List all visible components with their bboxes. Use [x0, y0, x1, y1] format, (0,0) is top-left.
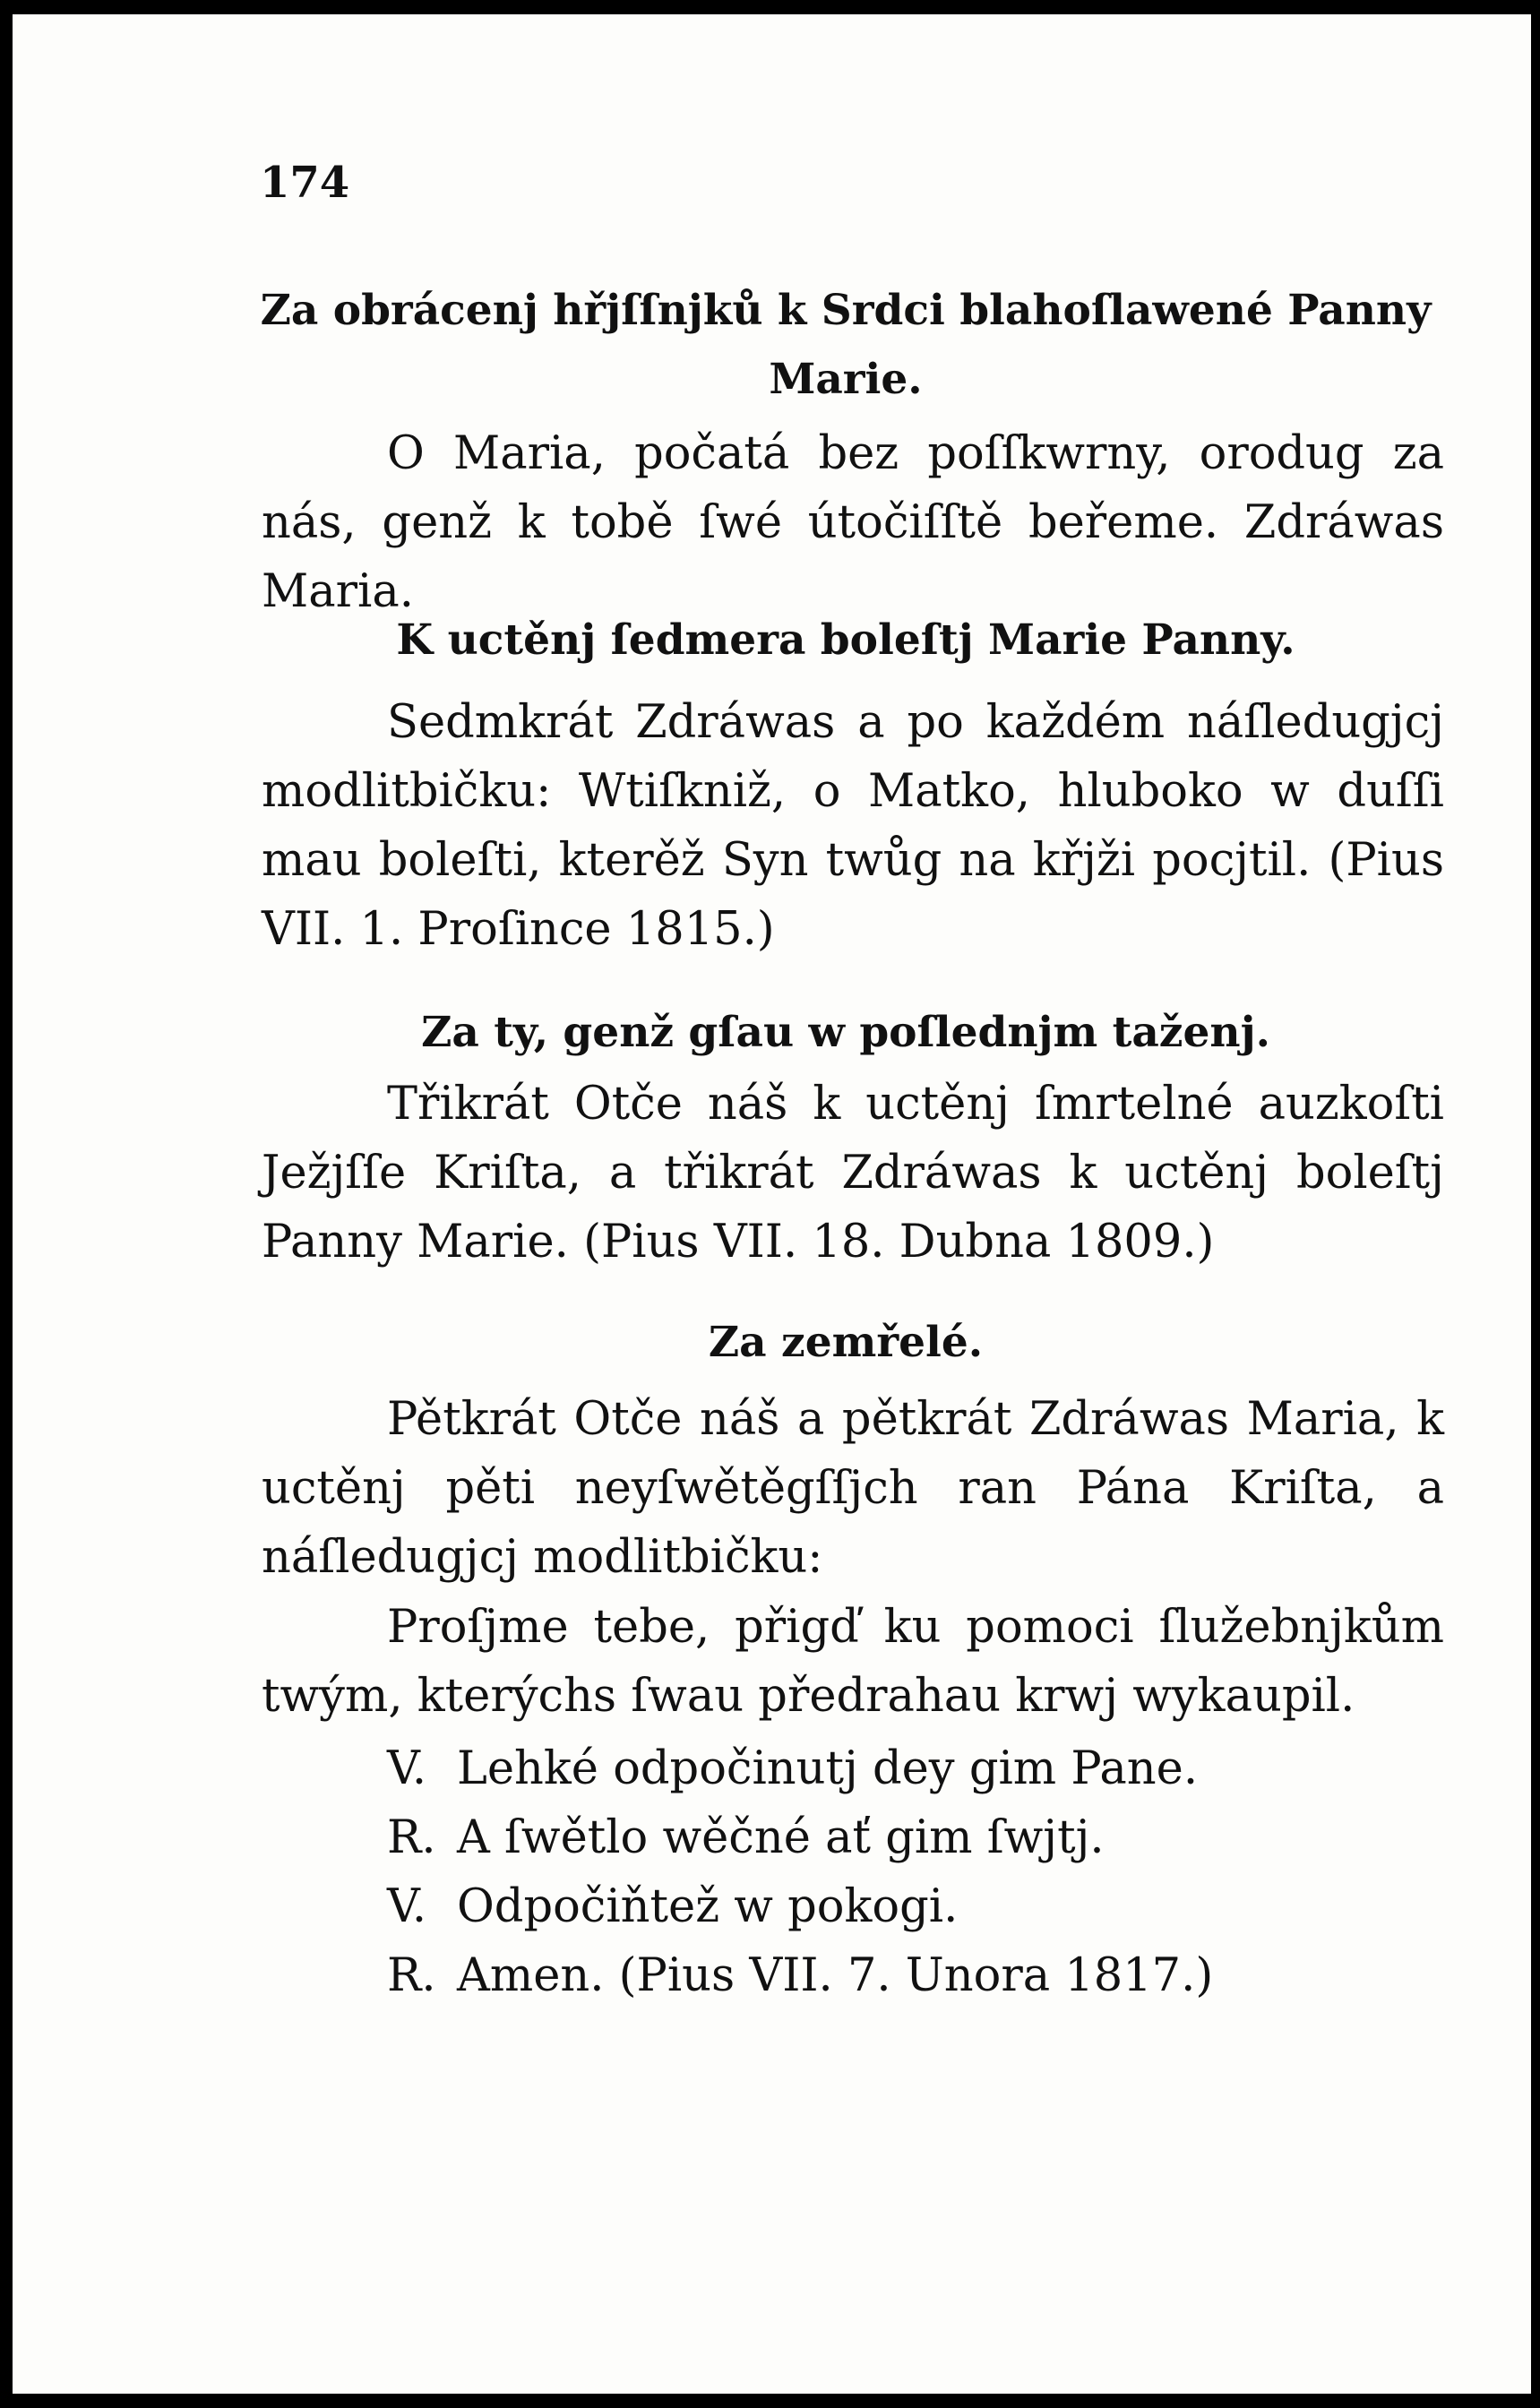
response-text: Amen. (Pius VII. 7. Unora 1817.) — [457, 1949, 1214, 2002]
page-number: 174 — [260, 158, 350, 208]
response-line — [387, 1872, 958, 1941]
section-heading-deceased: Za zemřelé. — [708, 1318, 984, 1367]
book-page — [13, 14, 1531, 2394]
section-heading-seven-sorrows: K uctěnj ſedmera boleſtj Marie Panny. — [396, 615, 1295, 665]
response-text: Odpočiňtež w pokogi. — [457, 1880, 959, 1933]
section-heading-dying: Za ty, genž gſau w poſlednjm taženj. — [421, 1008, 1270, 1057]
section-text-sinners: O Maria, počatá bez poſſkwrny, orodug za nás, genž k tobě ſwé útočiſſtě beřeme. Zdráwas Maria. — [262, 427, 1444, 618]
section-prayer-deceased: Proſjme tebe, přigď ku pomoci ſlužebnjkům twým, kterýchs ſwau předrahau krwj wykaupil. — [262, 1601, 1444, 1723]
response-line — [387, 1734, 1198, 1803]
response-line — [387, 1803, 1105, 1872]
response-text: Lehké odpočinutj dey gim Pane. — [457, 1742, 1199, 1795]
response-label: R. — [387, 1811, 436, 1864]
response-label: V. — [387, 1742, 427, 1795]
response-label: R. — [387, 1949, 436, 2002]
section-text-deceased: Pětkrát Otče náš a pětkrát Zdráwas Maria, k uctěnj pěti neyſwětěgſſjch ran Pána Kriſta, a náſledugjcj modlitbičku: — [262, 1393, 1444, 1584]
response-text: A ſwětlo wěčné ať gim ſwjtj. — [457, 1811, 1105, 1864]
response-line — [387, 1941, 1213, 2010]
section-heading-sinners: Za obrácenj hřjſſnjků k Srdci blahoſlawené Panny Marie. — [260, 286, 1432, 404]
section-text-dying: Třikrát Otče náš k uctěnj ſmrtelné auzkoſti Ježjſſe Kriſta, a třikrát Zdráwas k uctěnj boleſtj Panny Marie. (Pius VII. 18. Dubna 1809.) — [262, 1078, 1444, 1268]
section-text-seven-sorrows: Sedmkrát Zdráwas a po každém náſledugjcj modlitbičku: Wtiſkniž, o Matko, hluboko w duſſi mau boleſti, kterěž Syn twůg na křjži pocjtil. (Pius VII. 1. Proſince 1815.) — [262, 696, 1444, 956]
response-label: V. — [387, 1880, 427, 1933]
